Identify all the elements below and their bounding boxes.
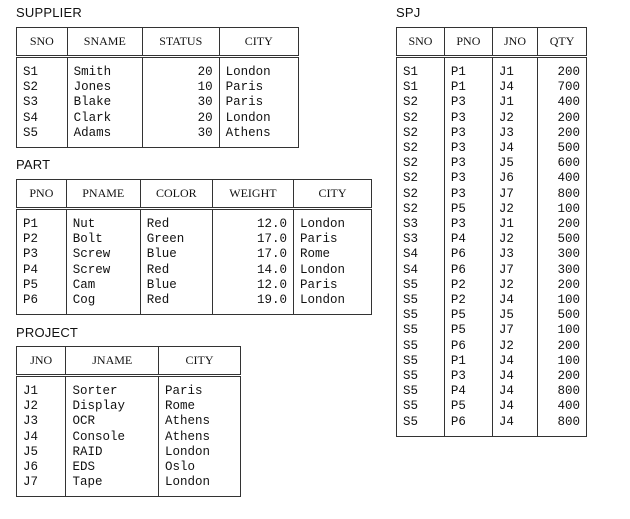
cell-jno: J2	[492, 202, 537, 217]
table-row	[397, 293, 587, 308]
table-row	[397, 263, 587, 278]
cell-jname: EDS	[66, 460, 159, 475]
cell-pno: P6	[444, 247, 492, 262]
cell-jno: J3	[17, 414, 66, 429]
cell-pno: P6	[444, 263, 492, 278]
cell-color: Green	[140, 232, 212, 247]
header-row	[17, 28, 299, 57]
table-row	[17, 278, 372, 293]
cell-jno: J7	[492, 323, 537, 338]
table-row	[397, 141, 587, 156]
cell-jname: Tape	[66, 475, 159, 497]
cell-sno: S4	[397, 247, 445, 262]
part-title: PART	[16, 157, 51, 172]
cell-pno: P2	[17, 232, 67, 247]
cell-sno: S1	[17, 57, 68, 81]
cell-sno: S5	[397, 339, 445, 354]
cell-jno: J1	[492, 57, 537, 81]
cell-jno: J5	[492, 156, 537, 171]
cell-pno: P4	[17, 263, 67, 278]
part-table	[16, 179, 372, 315]
cell-sno: S1	[397, 57, 445, 81]
cell-pno: P3	[444, 141, 492, 156]
cell-pno: P3	[444, 111, 492, 126]
cell-qty: 500	[557, 141, 580, 156]
project-table	[16, 346, 241, 497]
table-row	[397, 399, 587, 414]
cell-pno: P6	[444, 339, 492, 354]
cell-jno: J6	[17, 460, 66, 475]
cell-city: London	[225, 110, 271, 125]
cell-sno: S4	[397, 263, 445, 278]
cell-qty: 200	[557, 369, 580, 384]
cell-sno: S5	[397, 308, 445, 323]
cell-city: Rome	[165, 399, 196, 414]
table-row	[397, 95, 587, 110]
cell-jname: Console	[66, 430, 159, 445]
cell-city: Athens	[165, 429, 211, 444]
table-row	[397, 187, 587, 202]
cell-qty: 100	[557, 293, 580, 308]
cell-sno: S2	[397, 187, 445, 202]
cell-city: Rome	[299, 247, 330, 262]
cell-qty: 100	[557, 353, 580, 368]
cell-status: 20	[142, 111, 219, 126]
cell-qty: 200	[557, 125, 580, 140]
cell-weight: 12.0	[212, 209, 293, 233]
column-header-jno: JNO	[492, 28, 537, 57]
cell-jno: J2	[492, 339, 537, 354]
table-row	[17, 399, 241, 414]
cell-color: Blue	[140, 278, 212, 293]
cell-city: Paris	[225, 95, 264, 110]
cell-jno: J5	[492, 308, 537, 323]
cell-pno: P5	[444, 202, 492, 217]
table-row	[17, 376, 241, 400]
cell-sno: S2	[397, 156, 445, 171]
cell-qty: 100	[557, 201, 580, 216]
cell-pno: P1	[444, 57, 492, 81]
cell-qty: 200	[557, 110, 580, 125]
cell-jno: J2	[492, 232, 537, 247]
column-header-pname: PNAME	[66, 180, 140, 209]
cell-jno: J5	[17, 445, 66, 460]
cell-qty: 400	[557, 95, 580, 110]
cell-jno: J3	[492, 247, 537, 262]
cell-pname: Cam	[66, 278, 140, 293]
cell-pno: P1	[17, 209, 67, 233]
column-header-color: COLOR	[140, 180, 212, 209]
cell-jname: RAID	[66, 445, 159, 460]
table-row	[17, 414, 241, 429]
cell-sno: S5	[397, 278, 445, 293]
cell-pname: Cog	[66, 293, 140, 315]
cell-jno: J7	[17, 475, 66, 497]
cell-weight: 12.0	[212, 278, 293, 293]
cell-status: 30	[142, 126, 219, 148]
cell-weight: 17.0	[212, 232, 293, 247]
cell-pno: P5	[444, 308, 492, 323]
cell-jno: J4	[492, 354, 537, 369]
cell-pno: P2	[444, 293, 492, 308]
cell-weight: 17.0	[212, 247, 293, 262]
cell-city: Athens	[165, 414, 211, 429]
table-row	[397, 217, 587, 232]
cell-jname: OCR	[66, 414, 159, 429]
cell-pno: P3	[444, 156, 492, 171]
table-row	[397, 247, 587, 262]
cell-jno: J4	[492, 399, 537, 414]
cell-qty: 200	[557, 277, 580, 292]
column-header-status: STATUS	[142, 28, 219, 57]
header-row	[17, 180, 372, 209]
table-row	[397, 369, 587, 384]
cell-jno: J4	[492, 80, 537, 95]
header-row	[17, 347, 241, 376]
column-header-qty: QTY	[538, 28, 587, 57]
column-header-pno: PNO	[444, 28, 492, 57]
cell-pno: P3	[17, 247, 67, 262]
cell-sno: S5	[397, 323, 445, 338]
cell-pname: Nut	[66, 209, 140, 233]
cell-qty: 600	[557, 156, 580, 171]
table-row	[397, 232, 587, 247]
spj-table	[396, 27, 587, 437]
cell-jno: J2	[492, 111, 537, 126]
cell-sname: Adams	[67, 126, 142, 148]
cell-qty: 200	[557, 217, 580, 232]
supplier-title: SUPPLIER	[16, 5, 82, 20]
cell-pname: Bolt	[66, 232, 140, 247]
cell-sname: Jones	[67, 80, 142, 95]
cell-city: Paris	[299, 232, 338, 247]
column-header-city: CITY	[159, 347, 241, 376]
table-row	[397, 126, 587, 141]
table-row	[17, 57, 299, 81]
cell-color: Red	[140, 209, 212, 233]
cell-city: London	[225, 65, 271, 79]
cell-qty: 400	[557, 399, 580, 414]
cell-city: Athens	[225, 125, 271, 140]
table-row	[397, 323, 587, 338]
table-row	[397, 354, 587, 369]
table-row	[17, 111, 299, 126]
cell-qty: 700	[557, 80, 580, 95]
cell-city: London	[299, 217, 345, 231]
cell-sno: S2	[17, 80, 68, 95]
spj-title: SPJ	[396, 5, 421, 20]
cell-qty: 500	[557, 308, 580, 323]
cell-qty: 800	[557, 384, 580, 399]
cell-color: Blue	[140, 247, 212, 262]
column-header-weight: WEIGHT	[212, 180, 293, 209]
column-header-sno: SNO	[17, 28, 68, 57]
cell-jno: J1	[17, 376, 66, 400]
cell-pno: P6	[444, 415, 492, 437]
cell-sno: S5	[397, 293, 445, 308]
cell-pno: P1	[444, 354, 492, 369]
cell-qty: 800	[557, 414, 580, 429]
cell-jno: J1	[492, 217, 537, 232]
table-row	[17, 247, 372, 262]
cell-jno: J4	[492, 369, 537, 384]
cell-jno: J7	[492, 187, 537, 202]
cell-sname: Smith	[67, 57, 142, 81]
table-row	[397, 278, 587, 293]
table-row	[17, 430, 241, 445]
table-row	[397, 202, 587, 217]
cell-city: London	[299, 293, 345, 308]
table-row	[17, 209, 372, 233]
cell-jno: J4	[492, 141, 537, 156]
cell-jno: J2	[17, 399, 66, 414]
cell-sno: S2	[397, 95, 445, 110]
cell-sno: S5	[397, 415, 445, 437]
column-header-city: CITY	[219, 28, 298, 57]
supplier-table	[16, 27, 299, 148]
cell-sno: S4	[17, 111, 68, 126]
cell-pno: P4	[444, 384, 492, 399]
cell-pno: P3	[444, 187, 492, 202]
table-row	[17, 126, 299, 148]
column-header-jname: JNAME	[66, 347, 159, 376]
cell-pno: P5	[444, 399, 492, 414]
cell-jno: J4	[492, 384, 537, 399]
cell-sno: S2	[397, 126, 445, 141]
table-row	[397, 111, 587, 126]
table-row	[397, 308, 587, 323]
cell-sno: S2	[397, 202, 445, 217]
cell-pno: P3	[444, 126, 492, 141]
cell-jno: J7	[492, 263, 537, 278]
cell-qty: 300	[557, 262, 580, 277]
cell-sno: S5	[397, 354, 445, 369]
cell-sno: S5	[17, 126, 68, 148]
table-row	[17, 232, 372, 247]
table-row	[397, 156, 587, 171]
cell-qty: 100	[557, 323, 580, 338]
cell-city: London	[299, 262, 345, 277]
cell-pno: P3	[444, 95, 492, 110]
cell-weight: 19.0	[212, 293, 293, 315]
cell-jname: Display	[66, 399, 159, 414]
cell-qty: 200	[557, 338, 580, 353]
cell-sno: S3	[397, 217, 445, 232]
cell-pname: Screw	[66, 263, 140, 278]
cell-pname: Screw	[66, 247, 140, 262]
column-header-sno: SNO	[397, 28, 445, 57]
cell-pno: P6	[17, 293, 67, 315]
table-row	[397, 171, 587, 186]
cell-sno: S1	[397, 80, 445, 95]
cell-jno: J3	[492, 126, 537, 141]
table-row	[17, 293, 372, 315]
cell-jno: J1	[492, 95, 537, 110]
table-row	[17, 95, 299, 110]
cell-pno: P5	[17, 278, 67, 293]
cell-pno: P3	[444, 369, 492, 384]
table-row	[397, 415, 587, 437]
cell-city: London	[165, 475, 211, 490]
cell-city: London	[165, 444, 211, 459]
cell-jno: J4	[492, 293, 537, 308]
table-row	[17, 445, 241, 460]
column-header-city: CITY	[293, 180, 371, 209]
cell-status: 10	[142, 80, 219, 95]
cell-city: Paris	[225, 80, 264, 95]
project-title: PROJECT	[16, 325, 79, 340]
cell-status: 20	[142, 57, 219, 81]
cell-city: Paris	[165, 384, 203, 398]
cell-sname: Clark	[67, 111, 142, 126]
cell-jno: J6	[492, 171, 537, 186]
cell-color: Red	[140, 263, 212, 278]
column-header-pno: PNO	[17, 180, 67, 209]
table-row	[397, 57, 587, 81]
cell-pno: P3	[444, 171, 492, 186]
table-row	[17, 460, 241, 475]
cell-pno: P3	[444, 217, 492, 232]
cell-jno: J4	[17, 430, 66, 445]
cell-pno: P1	[444, 80, 492, 95]
cell-sno: S3	[397, 232, 445, 247]
cell-pno: P2	[444, 278, 492, 293]
column-header-sname: SNAME	[67, 28, 142, 57]
table-row	[397, 384, 587, 399]
cell-sname: Blake	[67, 95, 142, 110]
cell-weight: 14.0	[212, 263, 293, 278]
cell-qty: 800	[557, 186, 580, 201]
cell-sno: S3	[17, 95, 68, 110]
header-row	[397, 28, 587, 57]
table-row	[17, 263, 372, 278]
table-row	[17, 475, 241, 497]
column-header-jno: JNO	[17, 347, 66, 376]
cell-jno: J4	[492, 415, 537, 437]
cell-city: Paris	[299, 277, 338, 292]
table-row	[397, 80, 587, 95]
cell-status: 30	[142, 95, 219, 110]
cell-sno: S2	[397, 111, 445, 126]
cell-color: Red	[140, 293, 212, 315]
cell-pno: P5	[444, 323, 492, 338]
cell-sno: S2	[397, 171, 445, 186]
cell-qty: 200	[557, 65, 580, 79]
cell-sno: S5	[397, 399, 445, 414]
cell-pno: P4	[444, 232, 492, 247]
table-row	[17, 80, 299, 95]
cell-jname: Sorter	[66, 376, 159, 400]
cell-sno: S5	[397, 369, 445, 384]
cell-city: Oslo	[165, 460, 196, 475]
cell-sno: S2	[397, 141, 445, 156]
table-row	[397, 339, 587, 354]
cell-qty: 500	[557, 232, 580, 247]
cell-sno: S5	[397, 384, 445, 399]
cell-jno: J2	[492, 278, 537, 293]
cell-qty: 300	[557, 247, 580, 262]
cell-qty: 400	[557, 171, 580, 186]
